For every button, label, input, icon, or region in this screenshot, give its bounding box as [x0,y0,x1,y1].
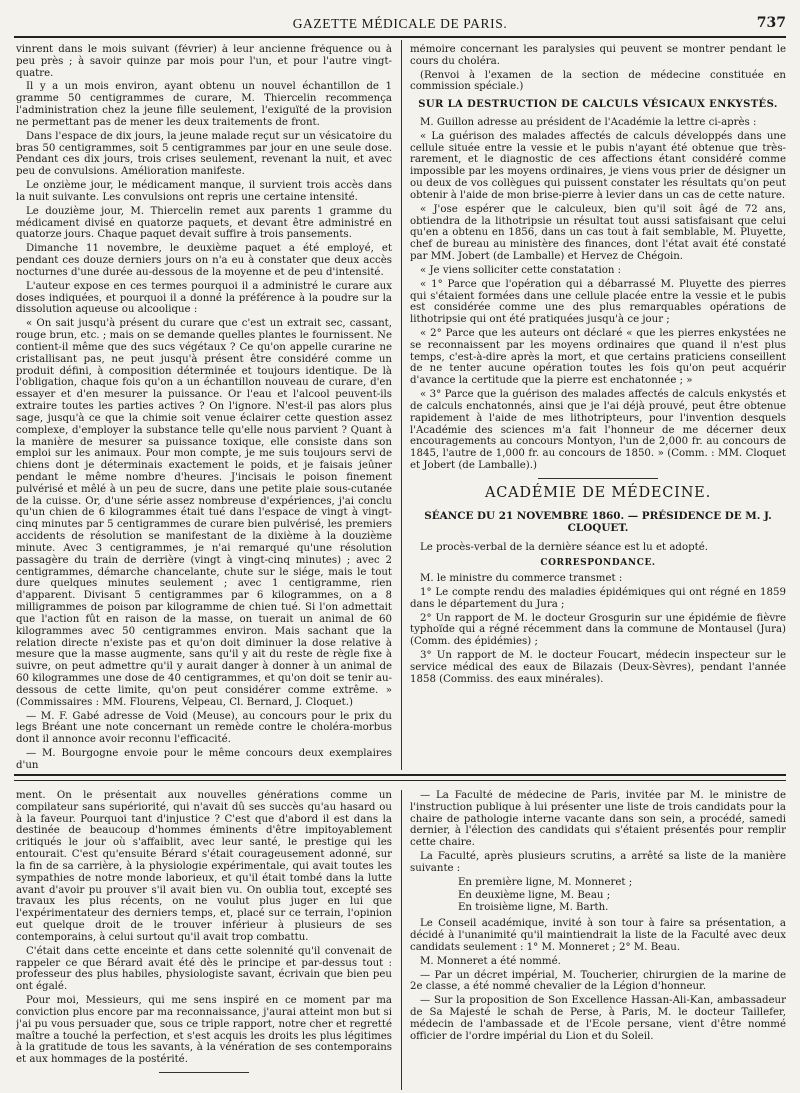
candidate-list [458,877,786,914]
column-bottom-left [16,790,392,1090]
paragraph: 2° Un rapport de M. le docteur Grosgurin sur une épidémie de fièvre typhoïde qui a régné récemment dans la commune de Montausel (Jura) (Comm. des épidémies) ; [410,612,786,648]
correspondance-heading: CORRESPONDANCE. [540,557,656,568]
paragraph: Le douzième jour, M. Thiercelin remet aux parents 1 gramme du médicament divisé en quatorze paquets, et devant être administré en quatorze jours. Chaque paquet devait suffire à trois pansements. [16,205,392,241]
paragraph: « On sait jusqu'à présent du curare que c'est un extrait sec, cassant, rouge brun, etc. ; mais on se demande quelles plantes le fournissent. Ne contient-il même que des sucs végétaux ? Ce qu'on appelle curarine ne cristallisant pas, ne peut jusqu'à présent être considéré comme un produit défini, à composition déterminée et toujours identique. De là l'obligation, chaque fois qu'on a un échantillon nouveau de curare, d'en essayer et d'en mesurer la puissance. Or l'eau et l'alcool peuvent-ils extraire toutes les parties actives ? On l'ignore. N'est-il pas alors plus sage, jusqu'à ce que la chimie soit venue éclairer cette question assez complexe, d'employer la substance telle qu'elle nous parvient ? Quant à la manière de mesurer sa puissance toxique, elle consiste dans son emploi sur les animaux. Pour mon compte, je me suis toujours servi de chiens dont je déterminais exactement le poids, et je faisais jeûner pendant le même nombre d'heures. J'incisais le poison finement pulvérisé et mêlé à un peu de sucre, dans une petite plaie sous-cutanée de la cuisse. Or, d'une série assez nombreuse d'expériences, j'ai conclu qu'un chien de 6 kilogrammes était tué dans l'espace de vingt à vingt-cinq minutes par 5 centigrammes de curare bien pulvérisé, les premiers accidents de résolution se manifestant de la dixième à la douzième minute. Avec 3 centigrammes, je n'ai remarqué qu'une résolution passagère du train de derrière (vingt à vingt-cinq minutes) ; avec 2 centigrammes, démarche chancelante, chute sur le siége, mais le tout dure quelques minutes seulement ; avec 1 centigramme, rien d'apparent. Divisant 5 centigrammes par 6 kilogrammes, on a 8 milligrammes de poison par kilogramme de chien tué. Si l'on admettait que l'action fût en raison de la masse, on tuerait un animal de 60 kilogrammes avec 50 centigrammes environ. Mais sachant que la relation directe n'existe pas et qu'on doit diminuer la dose relative à mesure que la masse augmente, sans qu'il y ait du reste de règle fixe à suivre, on peut admettre qu'il y aurait danger à donner à un animal de 60 kilogrammes une dose de 40 centigrammes, et qu'on doit se tenir au-dessous de cette limite, qu'on peut considérer comme extrême. » (Commissaires : MM. Flourens, Velpeau, Cl. Bernard, J. Cloquet.) [16,318,392,708]
paragraph: — Sur la proposition de Son Excellence Hassan-Ali-Kan, ambassadeur de Sa Majesté le schah de Perse, à Paris, M. le docteur Taillefer, médecin de l'ambassade et de l'Ecole persane, vient d'être nommé officier de l'ordre impérial du Lion et du Soleil. [410,995,786,1042]
paragraph: Dimanche 11 novembre, le deuxième paquet a été employé, et pendant ces douze derniers jours on n'a eu à constater que deux accès nocturnes d'une durée au-dessous de la moyenne et de peu d'intensité. [16,243,392,278]
page-header [14,10,786,38]
section-divider [14,774,786,776]
column-divider-bottom [401,790,402,1090]
paragraph: Le procès-verbal de la dernière séance est lu et adopté. [420,541,708,553]
paragraph: — La Faculté de médecine de Paris, invitée par M. le ministre de l'instruction publique à lui présenter une liste de trois candidats pour la chaire de pathologie interne vacante dans son sein, a procédé, samedi dernier, à l'élection des candidats qui s'étaient présentés pour remplir cette chaire. [410,790,786,849]
end-rule [159,1072,249,1073]
paragraph: L'auteur expose en ces termes pourquoi il a administré le curare aux doses indiquées, et pourquoi il a donné la préférence à la poudre sur la dissolution aqueuse ou alcoolique : [16,280,392,316]
paragraph: Pour moi, Messieurs, qui me sens inspiré en ce moment par ma conviction plus encore par ma reconnaissance, j'aurai atteint mon but si j'ai pu vous persuader que, sous ce triple rapport, notre cher et regretté maître a touché la perfection, et s'est acquis les droits les plus légitimes à la gratitude de tous les savants, à la vénération de ses contemporains et aux hommages de la postérité. [16,995,392,1066]
paragraph: vinrent dans le mois suivant (février) à leur ancienne fréquence ou à peu près ; à savoir quinze par mois pour l'un, et pour l'autre vingt-quatre. [16,44,392,79]
column-bottom-right [410,790,786,1090]
journal-title: GAZETTE MÉDICALE DE PARIS. [292,16,508,31]
paragraph: « La guérison des malades affectés de calculs développés dans une cellule située entre la vessie et le pubis n'ayant été obtenue que très-rarement, et le diagnostic de ces affections étant considéré comme impossible par les moyens ordinaires, je viens vous prier de désigner un ou deux de vos collègues qui puissent constater les résultats qu'on peut obtenir à l'aide de mon brise-pierre à levier dans un cas de cette nature. [410,130,786,201]
paragraph: 3° Un rapport de M. le docteur Foucart, médecin inspecteur sur le service médical des eaux de Bilazais (Deux-Sèvres), pendant l'année 1858 (Commiss. des eaux minérales). [410,650,786,685]
separator-rule [538,478,658,479]
list-item: En première ligne, M. Monneret ; [458,876,633,888]
paragraph: « J'ose espérer que le calculeux, bien qu'il soit âgé de 72 ans, obtiendra de la lithotripsie un résultat tout aussi satisfaisant que celui qu'en a obtenu en 1856, dans un cas tout à fait semblable, M. Pluyette, chef de bureau au ministère des finances, dont l'état avait été constaté par MM. Jobert (de Lamballe) et Hervez de Chégoin. [410,203,786,263]
paragraph: — M. F. Gabé adresse de Void (Meuse), au concours pour le prix du legs Bréant une note concernant un remède contre le choléra-morbus dont il annonce avoir reconnu l'efficacité. [16,710,392,746]
section-divider-2 [14,780,786,781]
paragraph: C'était dans cette enceinte et dans cette solennité qu'il convenait de rappeler ce que Bérard avait été dès le principe et par-dessus tout : professeur des plus habiles, physiologiste savant, écrivain que bien peu ont égalé. [16,945,392,993]
paragraph: Le Conseil académique, invité à son tour à faire sa présentation, a décidé à l'unanimité qu'il maintiendrait la liste de la Faculté avec deux candidats seulement : 1° M. Monneret ; 2° M. Beau. [410,918,786,953]
paragraph: M. Guillon adresse au président de l'Académie la lettre ci-après : [420,116,757,128]
list-item: En deuxième ligne, M. Beau ; [458,889,611,901]
paragraph: mémoire concernant les paralysies qui peuvent se montrer pendant le cours du choléra. [410,44,786,67]
paragraph: — Par un décret impérial, M. Toucherier, chirurgien de la marine de 2e classe, a été nommé chevalier de la Légion d'honneur. [410,969,786,993]
academy-title: ACADÉMIE DE MÉDECINE. [485,484,711,501]
paragraph: ment. On le présentait aux nouvelles générations comme un compilateur sans supériorité, qui n'avait dû ses succès qu'au hasard ou à la faveur. Pourquoi tant d'injustice ? C'est que d'abord il est dans la destinée de beaucoup d'hommes éminents d'être impitoyablement critiqués le jour où s'affaiblit, avec leur santé, le prestige qui les entourait. C'est qu'ensuite Bérard s'était courageusement adonné, sur la fin de sa carrière, à la physiologie expérimentale, qui avait toutes les sympathies de notre monde laborieux, et qu'il était tombé dans la lutte avant d'avoir pu prouver s'il avait bien vu. On oublia tout, excepté ses travaux les plus récents, on ne voulut plus juger en lui que l'expérimentateur des derniers temps, et, placé sur ce terrain, l'opinion eut quelque droit de le trouver inférieur à plusieurs de ses contemporains, à celui surtout qu'il avait trop combattu. [16,790,392,943]
paragraph: (Renvoi à l'examen de la section de médecine constituée en commission spéciale.) [410,69,786,93]
paragraph: M. Monneret a été nommé. [420,955,561,967]
paragraph: M. le ministre du commerce transmet : [420,573,623,585]
paragraph: Dans l'espace de dix jours, la jeune malade reçut sur un vésicatoire du bras 50 centigrammes, soit 5 centigrammes par jour en une seule dose. Pendant ces dix jours, trois crises seulement, revenant la nuit, et avec peu de convulsions. Amélioration manifeste. [16,130,392,178]
page-number: 737 [756,15,786,31]
paragraph: « 3° Parce que la guérison des malades affectés de calculs enkystés et de calculs enchatonnés, ainsi que je l'ai déjà prouvé, peut être obtenue rapidement à l'aide de mes lithotripteurs, pour l'invention desquels l'Académie des sciences m'a fait l'honneur de me décerner deux encouragements au concours Montyon, l'un de 2,000 fr. au concours de 1845, l'autre de 1,000 fr. au concours de 1850. » (Comm. : MM. Cloquet et Jobert (de Lamballe).) [410,389,786,472]
list-item: En troisième ligne, M. Barth. [458,902,609,914]
paragraph: « 1° Parce que l'opération qui a débarrassé M. Pluyette des pierres qui s'étaient formées dans une cellule placée entre la vessie et le pubis est considérée comme une des plus remarquables opérations de lithotripsie qui ont été pratiquées jusqu'à ce jour ; [410,278,786,326]
column-top-left [16,44,392,771]
section-title: SUR LA DESTRUCTION DE CALCULS VÉSICAUX ENKYSTÉS. [418,99,778,111]
column-divider-top [401,40,402,770]
paragraph: La Faculté, après plusieurs scrutins, a arrêté sa liste de la manière suivante : [410,851,786,874]
paragraph: Il y a un mois environ, ayant obtenu un nouvel échantillon de 1 gramme 50 centigrammes de curare, M. Thiercelin recommença l'administration chez la jeune fille seulement, l'exiguïté de la provision ne permettant pas de mener les deux traitements de front. [16,81,392,128]
session-heading: SÉANCE DU 21 NOVEMBRE 1860. — PRÉSIDENCE DE M. J. CLOQUET. [424,509,772,534]
column-top-right [410,44,786,771]
paragraph: « Je viens solliciter cette constatation : [420,264,622,276]
paragraph: Le onzième jour, le médicament manque, il survient trois accès dans la nuit suivante. Les convulsions ont repris une certaine intensité. [16,180,392,203]
paragraph: « 2° Parce que les auteurs ont déclaré « que les pierres enkystées ne se reconnaissent par les moyens ordinaires que quand il n'est plus temps, c'est-à-dire après la mort, et que certains praticiens conseillent de ne tenter aucune opération toutes les fois qu'on peut acquérir d'avance la certitude que la pierre est enchatonnée ; » [410,327,786,387]
paragraph: — M. Bourgogne envoie pour le même concours deux exemplaires d'un [16,748,392,771]
paragraph: 1° Le compte rendu des maladies épidémiques qui ont régné en 1859 dans le département du Jura ; [410,586,786,610]
